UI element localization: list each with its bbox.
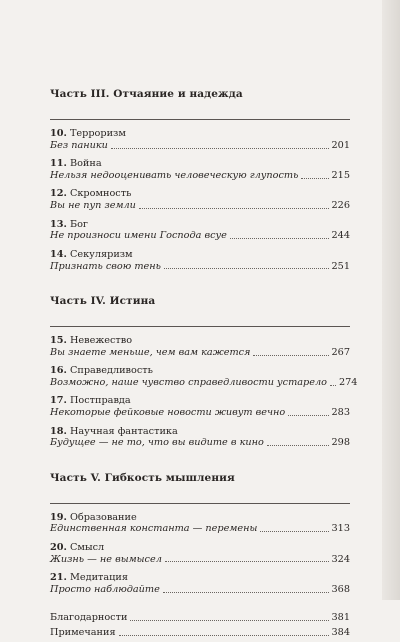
chapter-subtitle: Жизнь — не вымысел bbox=[50, 553, 162, 565]
chapter-subtitle-line bbox=[50, 230, 350, 242]
page-edge bbox=[382, 0, 400, 600]
chapter-heading bbox=[50, 512, 350, 524]
toc-entry bbox=[50, 426, 350, 450]
chapter-title: Терроризм bbox=[69, 128, 126, 139]
part-spacer bbox=[50, 279, 350, 295]
leader-dots bbox=[163, 592, 329, 593]
chapter-number: 10. bbox=[50, 128, 67, 139]
chapter-title: Справедливость bbox=[69, 365, 153, 377]
back-matter-entry bbox=[50, 627, 350, 639]
chapter-subtitle: Нельзя недооценивать человеческую глупость bbox=[50, 169, 299, 181]
page-number: 267 bbox=[331, 346, 350, 358]
chapter-heading bbox=[50, 572, 350, 584]
chapter-number: 16. bbox=[50, 365, 67, 377]
page-number: 251 bbox=[331, 260, 350, 272]
page-number: 226 bbox=[331, 200, 350, 212]
back-matter-label: Примечания bbox=[50, 627, 116, 639]
chapter-number: 11. bbox=[50, 158, 67, 170]
table-of-contents bbox=[50, 88, 358, 642]
page-number: 298 bbox=[331, 437, 350, 449]
back-matter-label: Благодарности bbox=[50, 612, 128, 624]
chapter-subtitle: Возможно, наше чувство справедливости устарело bbox=[50, 376, 327, 388]
chapter-title: Невежество bbox=[69, 334, 133, 346]
chapter-number: 18. bbox=[50, 425, 67, 437]
chapter-number: 15. bbox=[50, 334, 67, 346]
chapter-title: Смысл bbox=[69, 541, 105, 553]
leader-dots bbox=[119, 635, 329, 636]
chapter-heading bbox=[50, 219, 350, 231]
chapter-subtitle: Не произноси имени Господа всуе bbox=[50, 230, 227, 242]
leader-dots bbox=[130, 620, 328, 621]
chapter-subtitle-line bbox=[50, 376, 358, 389]
chapter-subtitle-line bbox=[50, 523, 350, 535]
part-divider bbox=[50, 326, 350, 327]
chapter-heading bbox=[50, 426, 350, 438]
toc-entry bbox=[50, 395, 350, 419]
toc-entry bbox=[50, 542, 350, 566]
chapter-subtitle-line bbox=[50, 347, 350, 359]
back-matter-entry bbox=[50, 612, 350, 624]
chapter-subtitle: Признать свою тень bbox=[50, 260, 161, 272]
toc-entry bbox=[50, 249, 350, 273]
part-spacer bbox=[50, 456, 350, 472]
toc-entry bbox=[50, 512, 350, 536]
page-number: 201 bbox=[331, 139, 350, 151]
chapter-heading bbox=[50, 158, 350, 170]
chapter-subtitle: Просто наблюдайте bbox=[50, 583, 160, 595]
leader-dots bbox=[301, 178, 328, 179]
page-number: 313 bbox=[331, 523, 350, 535]
page-number: 244 bbox=[331, 230, 350, 242]
chapter-subtitle-line bbox=[50, 200, 350, 212]
page-number: 215 bbox=[331, 169, 350, 181]
back-matter-spacer bbox=[50, 602, 350, 612]
chapter-number: 21. bbox=[50, 572, 67, 584]
chapter-title: Секуляризм bbox=[69, 248, 133, 260]
page-number: 381 bbox=[331, 612, 350, 624]
chapter-title: Медитация bbox=[69, 572, 128, 584]
chapter-heading bbox=[50, 335, 350, 347]
chapter-title: Научная фантастика bbox=[69, 425, 178, 437]
chapter-number: 19. bbox=[50, 511, 67, 523]
toc-entry bbox=[50, 572, 350, 596]
leader-dots bbox=[165, 561, 329, 562]
chapter-title: Бог bbox=[69, 218, 88, 230]
part-divider bbox=[50, 119, 350, 120]
part-title: Часть V. Гибкость мышления bbox=[50, 471, 235, 484]
leader-dots bbox=[164, 268, 329, 269]
chapter-heading bbox=[50, 188, 350, 200]
chapter-subtitle-line bbox=[50, 407, 350, 419]
chapter-number: 14. bbox=[50, 248, 67, 260]
toc-entry bbox=[50, 219, 350, 243]
chapter-heading bbox=[50, 128, 350, 140]
leader-dots bbox=[288, 415, 328, 416]
chapter-subtitle-line bbox=[50, 261, 350, 273]
toc-entry bbox=[50, 158, 350, 182]
chapter-subtitle: Некоторые фейковые новости живут вечно bbox=[50, 407, 286, 419]
chapter-title: Скромность bbox=[69, 188, 132, 200]
chapter-subtitle: Вы знаете меньше, чем вам кажется bbox=[50, 346, 251, 358]
chapter-subtitle-line bbox=[50, 140, 350, 152]
chapter-subtitle: Будущее — не то, что вы видите в кино bbox=[50, 437, 264, 449]
part-title: Часть IV. Истина bbox=[50, 294, 156, 307]
leader-dots bbox=[267, 445, 329, 446]
chapter-number: 17. bbox=[50, 395, 67, 407]
chapter-number: 12. bbox=[50, 188, 67, 200]
leader-dots bbox=[253, 355, 328, 356]
page-number: 283 bbox=[331, 407, 350, 419]
chapter-heading bbox=[50, 542, 350, 554]
toc-entry bbox=[50, 335, 350, 359]
chapter-title: Образование bbox=[69, 511, 137, 523]
leader-dots bbox=[230, 238, 329, 239]
chapter-subtitle-line bbox=[50, 584, 350, 596]
toc-entry bbox=[50, 188, 350, 212]
chapter-heading bbox=[50, 249, 350, 261]
toc-entry bbox=[50, 365, 358, 389]
chapter-heading bbox=[50, 365, 350, 377]
chapter-subtitle-line bbox=[50, 170, 350, 182]
chapter-subtitle: Единственная константа — перемены bbox=[50, 523, 258, 535]
leader-dots bbox=[260, 531, 328, 532]
page-number: 324 bbox=[331, 553, 350, 565]
chapter-subtitle: Без паники bbox=[50, 139, 108, 151]
chapter-subtitle-line bbox=[50, 437, 350, 449]
chapter-subtitle-line bbox=[50, 554, 350, 566]
page-number: 274 bbox=[338, 376, 358, 388]
leader-dots bbox=[111, 148, 329, 149]
page-number: 368 bbox=[331, 583, 350, 595]
toc-entry bbox=[50, 128, 350, 152]
chapter-number: 13. bbox=[50, 218, 67, 230]
chapter-subtitle: Вы не пуп земли bbox=[50, 200, 136, 212]
chapter-number: 20. bbox=[50, 541, 67, 553]
chapter-heading bbox=[50, 395, 350, 407]
leader-dots bbox=[330, 385, 336, 386]
chapter-title: Постправда bbox=[69, 395, 131, 407]
chapter-title: Война bbox=[69, 158, 102, 170]
leader-dots bbox=[139, 208, 329, 209]
page-number: 384 bbox=[331, 627, 350, 639]
part-title: Часть III. Отчаяние и надежда bbox=[50, 88, 243, 100]
part-divider bbox=[50, 503, 350, 504]
